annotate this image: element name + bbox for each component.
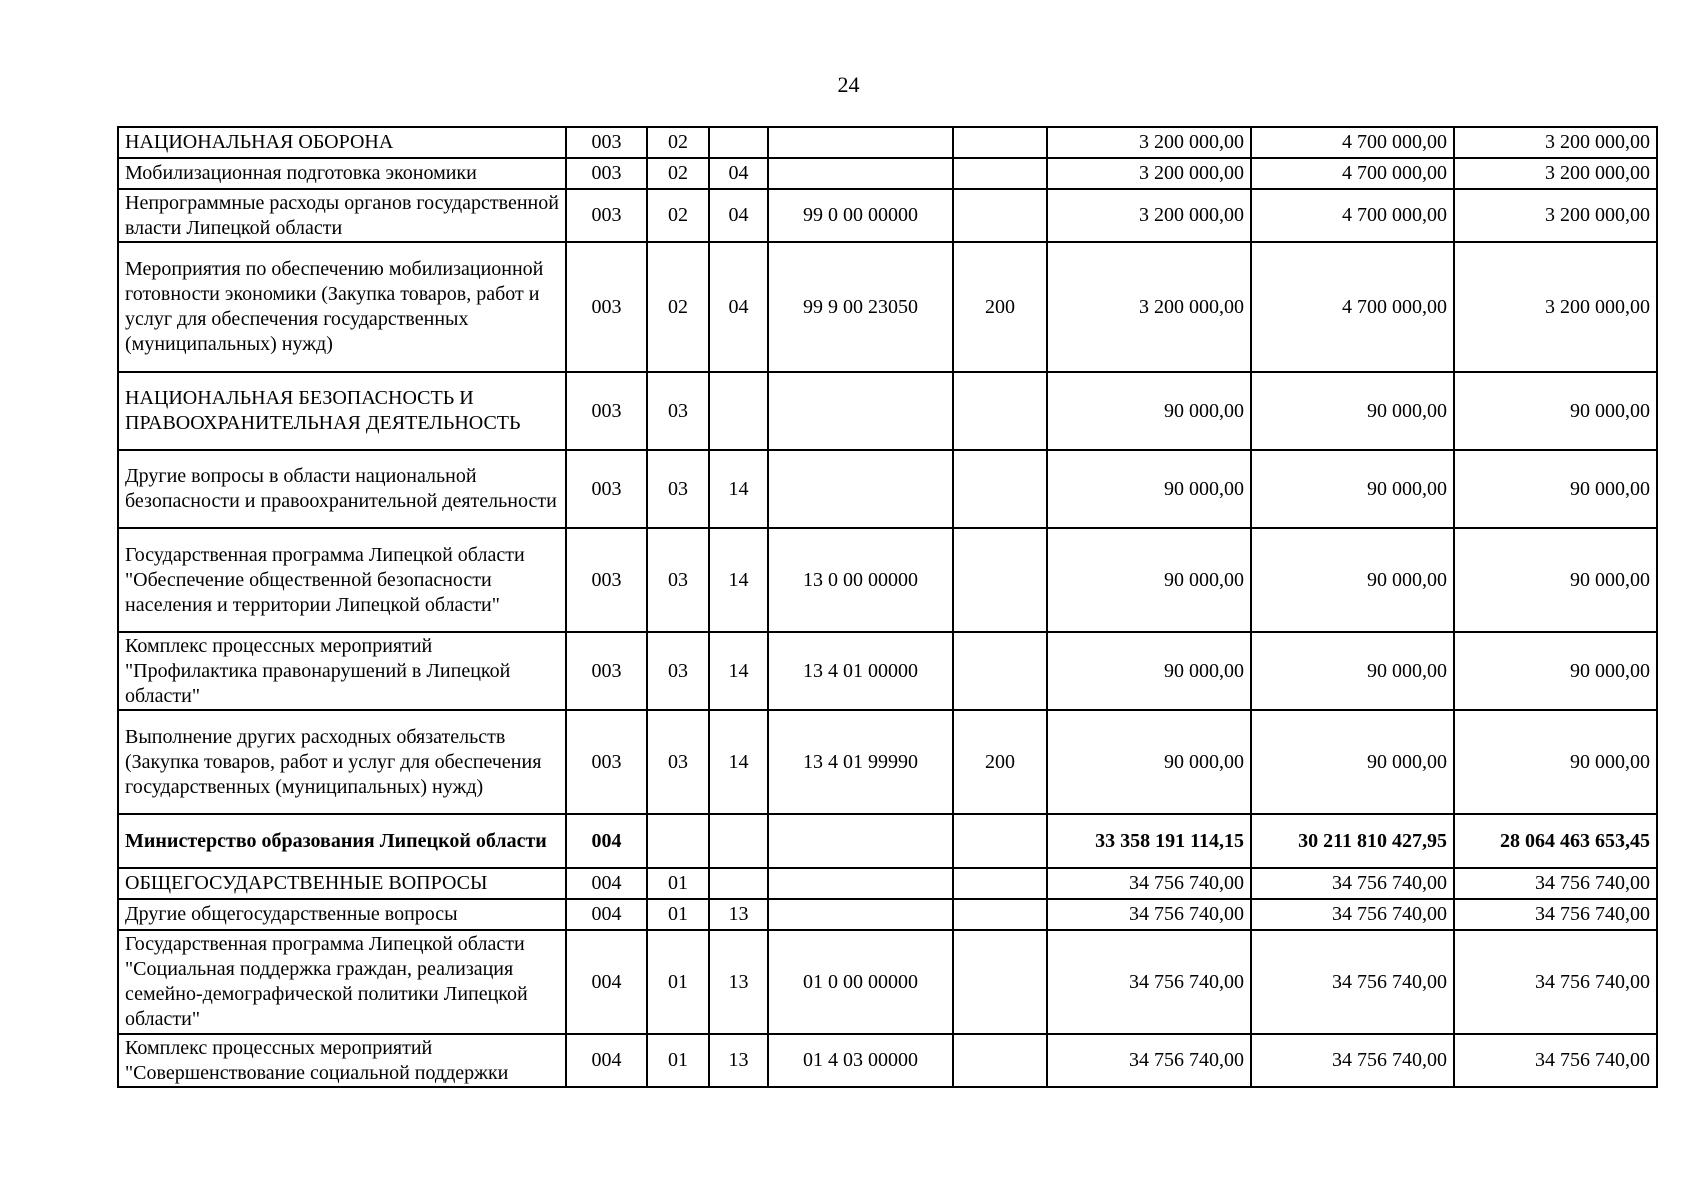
row-amount-year1-cell: 90 000,00 xyxy=(1047,710,1251,814)
row-amount-year1-cell: 3 200 000,00 xyxy=(1047,127,1251,158)
table-row xyxy=(118,899,1657,930)
row-amount-year3-cell: 34 756 740,00 xyxy=(1454,899,1657,930)
row-subsection-code-cell: 04 xyxy=(709,158,768,189)
table-row xyxy=(118,1034,1657,1087)
row-section-code-cell: 03 xyxy=(647,450,709,528)
row-subsection-code-cell: 14 xyxy=(709,710,768,814)
row-target-article-cell: 13 4 01 00000 xyxy=(768,632,953,710)
row-amount-year2-cell: 34 756 740,00 xyxy=(1251,899,1454,930)
row-ministry-code-cell: 004 xyxy=(566,899,647,930)
row-name-cell: НАЦИОНАЛЬНАЯ БЕЗОПАСНОСТЬ И ПРАВООХРАНИТЕЛЬНАЯ ДЕЯТЕЛЬНОСТЬ xyxy=(118,372,566,450)
row-expense-type-cell xyxy=(953,930,1047,1034)
row-amount-year3-cell: 3 200 000,00 xyxy=(1454,127,1657,158)
row-section-code-cell: 02 xyxy=(647,242,709,372)
row-section-code-cell xyxy=(647,814,709,868)
row-amount-year3-cell: 34 756 740,00 xyxy=(1454,1034,1657,1087)
row-amount-year2-cell: 90 000,00 xyxy=(1251,632,1454,710)
budget-table xyxy=(117,126,1658,1088)
row-ministry-code-cell: 003 xyxy=(566,189,647,242)
row-amount-year2-cell: 30 211 810 427,95 xyxy=(1251,814,1454,868)
row-name-cell: Комплекс процессных мероприятий "Профилактика правонарушений в Липецкой области" xyxy=(118,632,566,710)
row-ministry-code-cell: 003 xyxy=(566,158,647,189)
row-expense-type-cell xyxy=(953,632,1047,710)
row-target-article-cell: 99 9 00 23050 xyxy=(768,242,953,372)
row-amount-year3-cell: 90 000,00 xyxy=(1454,632,1657,710)
row-target-article-cell: 13 4 01 99990 xyxy=(768,710,953,814)
row-amount-year2-cell: 90 000,00 xyxy=(1251,372,1454,450)
row-name-cell: Комплекс процессных мероприятий "Совершенствование социальной поддержки xyxy=(118,1034,566,1087)
row-subsection-code-cell: 04 xyxy=(709,242,768,372)
row-section-code-cell: 03 xyxy=(647,632,709,710)
table-row xyxy=(118,528,1657,632)
row-amount-year1-cell: 90 000,00 xyxy=(1047,450,1251,528)
row-name-cell: Мобилизационная подготовка экономики xyxy=(118,158,566,189)
row-amount-year3-cell: 34 756 740,00 xyxy=(1454,930,1657,1034)
table-row xyxy=(118,868,1657,899)
row-section-code-cell: 01 xyxy=(647,1034,709,1087)
row-ministry-code-cell: 003 xyxy=(566,632,647,710)
row-target-article-cell: 01 0 00 00000 xyxy=(768,930,953,1034)
row-target-article-cell xyxy=(768,868,953,899)
row-subsection-code-cell: 13 xyxy=(709,1034,768,1087)
row-amount-year1-cell: 34 756 740,00 xyxy=(1047,1034,1251,1087)
row-amount-year1-cell: 90 000,00 xyxy=(1047,528,1251,632)
row-amount-year1-cell: 90 000,00 xyxy=(1047,372,1251,450)
row-ministry-code-cell: 003 xyxy=(566,528,647,632)
row-name-cell: Государственная программа Липецкой области "Социальная поддержка граждан, реализация семейно-демографической политики Липецкой области" xyxy=(118,930,566,1034)
row-amount-year1-cell: 3 200 000,00 xyxy=(1047,158,1251,189)
row-amount-year3-cell: 90 000,00 xyxy=(1454,710,1657,814)
row-expense-type-cell xyxy=(953,189,1047,242)
row-target-article-cell xyxy=(768,158,953,189)
row-expense-type-cell xyxy=(953,450,1047,528)
row-name-cell: Мероприятия по обеспечению мобилизационной готовности экономики (Закупка товаров, работ и услуг для обеспечения государственных (муниципальных) нужд) xyxy=(118,242,566,372)
row-target-article-cell xyxy=(768,372,953,450)
row-amount-year2-cell: 34 756 740,00 xyxy=(1251,1034,1454,1087)
row-amount-year1-cell: 34 756 740,00 xyxy=(1047,899,1251,930)
row-ministry-code-cell: 003 xyxy=(566,450,647,528)
row-target-article-cell xyxy=(768,127,953,158)
row-amount-year2-cell: 34 756 740,00 xyxy=(1251,868,1454,899)
row-amount-year3-cell: 3 200 000,00 xyxy=(1454,189,1657,242)
row-expense-type-cell: 200 xyxy=(953,242,1047,372)
row-expense-type-cell xyxy=(953,372,1047,450)
row-amount-year2-cell: 90 000,00 xyxy=(1251,710,1454,814)
row-amount-year3-cell: 3 200 000,00 xyxy=(1454,158,1657,189)
row-section-code-cell: 02 xyxy=(647,158,709,189)
row-amount-year2-cell: 4 700 000,00 xyxy=(1251,158,1454,189)
row-amount-year2-cell: 90 000,00 xyxy=(1251,528,1454,632)
row-target-article-cell: 01 4 03 00000 xyxy=(768,1034,953,1087)
row-amount-year1-cell: 33 358 191 114,15 xyxy=(1047,814,1251,868)
row-name-cell: Непрограммные расходы органов государственной власти Липецкой области xyxy=(118,189,566,242)
row-amount-year3-cell: 90 000,00 xyxy=(1454,528,1657,632)
page-number: 24 xyxy=(837,72,860,97)
row-expense-type-cell xyxy=(953,127,1047,158)
row-section-code-cell: 02 xyxy=(647,127,709,158)
row-section-code-cell: 01 xyxy=(647,868,709,899)
row-expense-type-cell xyxy=(953,1034,1047,1087)
table-row xyxy=(118,930,1657,1034)
table-body xyxy=(118,127,1657,1087)
row-subsection-code-cell: 14 xyxy=(709,528,768,632)
row-subsection-code-cell: 13 xyxy=(709,930,768,1034)
table-row xyxy=(118,450,1657,528)
row-amount-year3-cell: 34 756 740,00 xyxy=(1454,868,1657,899)
row-expense-type-cell xyxy=(953,528,1047,632)
row-target-article-cell: 99 0 00 00000 xyxy=(768,189,953,242)
table-row xyxy=(118,372,1657,450)
row-amount-year3-cell: 90 000,00 xyxy=(1454,450,1657,528)
table-row xyxy=(118,189,1657,242)
row-amount-year1-cell: 3 200 000,00 xyxy=(1047,242,1251,372)
row-subsection-code-cell xyxy=(709,868,768,899)
row-target-article-cell: 13 0 00 00000 xyxy=(768,528,953,632)
row-target-article-cell xyxy=(768,814,953,868)
row-ministry-code-cell: 004 xyxy=(566,930,647,1034)
table-row xyxy=(118,814,1657,868)
table-row xyxy=(118,632,1657,710)
row-target-article-cell xyxy=(768,450,953,528)
row-expense-type-cell xyxy=(953,868,1047,899)
row-subsection-code-cell: 14 xyxy=(709,450,768,528)
row-section-code-cell: 03 xyxy=(647,528,709,632)
row-amount-year2-cell: 4 700 000,00 xyxy=(1251,242,1454,372)
row-subsection-code-cell xyxy=(709,127,768,158)
row-expense-type-cell: 200 xyxy=(953,710,1047,814)
row-section-code-cell: 03 xyxy=(647,372,709,450)
row-name-cell: Другие вопросы в области национальной безопасности и правоохранительной деятельности xyxy=(118,450,566,528)
row-amount-year1-cell: 34 756 740,00 xyxy=(1047,930,1251,1034)
row-amount-year2-cell: 34 756 740,00 xyxy=(1251,930,1454,1034)
row-ministry-code-cell: 003 xyxy=(566,242,647,372)
row-name-cell: Министерство образования Липецкой области xyxy=(118,814,566,868)
table-row xyxy=(118,242,1657,372)
row-section-code-cell: 01 xyxy=(647,899,709,930)
row-expense-type-cell xyxy=(953,158,1047,189)
row-amount-year1-cell: 90 000,00 xyxy=(1047,632,1251,710)
table-row xyxy=(118,127,1657,158)
row-amount-year2-cell: 4 700 000,00 xyxy=(1251,189,1454,242)
row-section-code-cell: 02 xyxy=(647,189,709,242)
row-subsection-code-cell xyxy=(709,814,768,868)
row-amount-year1-cell: 34 756 740,00 xyxy=(1047,868,1251,899)
row-expense-type-cell xyxy=(953,814,1047,868)
row-ministry-code-cell: 004 xyxy=(566,814,647,868)
row-expense-type-cell xyxy=(953,899,1047,930)
row-name-cell: Выполнение других расходных обязательств (Закупка товаров, работ и услуг для обеспечения государственных (муниципальных) нужд) xyxy=(118,710,566,814)
row-ministry-code-cell: 003 xyxy=(566,372,647,450)
row-name-cell: Другие общегосударственные вопросы xyxy=(118,899,566,930)
row-ministry-code-cell: 004 xyxy=(566,1034,647,1087)
row-name-cell: Государственная программа Липецкой области "Обеспечение общественной безопасности населения и территории Липецкой области" xyxy=(118,528,566,632)
row-subsection-code-cell: 04 xyxy=(709,189,768,242)
row-name-cell: ОБЩЕГОСУДАРСТВЕННЫЕ ВОПРОСЫ xyxy=(118,868,566,899)
row-amount-year2-cell: 4 700 000,00 xyxy=(1251,127,1454,158)
row-amount-year3-cell: 3 200 000,00 xyxy=(1454,242,1657,372)
row-subsection-code-cell: 14 xyxy=(709,632,768,710)
row-subsection-code-cell xyxy=(709,372,768,450)
row-subsection-code-cell: 13 xyxy=(709,899,768,930)
table-row xyxy=(118,158,1657,189)
row-section-code-cell: 03 xyxy=(647,710,709,814)
table-row xyxy=(118,710,1657,814)
row-section-code-cell: 01 xyxy=(647,930,709,1034)
row-ministry-code-cell: 003 xyxy=(566,710,647,814)
row-target-article-cell xyxy=(768,899,953,930)
row-amount-year3-cell: 90 000,00 xyxy=(1454,372,1657,450)
row-ministry-code-cell: 003 xyxy=(566,127,647,158)
row-amount-year1-cell: 3 200 000,00 xyxy=(1047,189,1251,242)
row-name-cell: НАЦИОНАЛЬНАЯ ОБОРОНА xyxy=(118,127,566,158)
row-ministry-code-cell: 004 xyxy=(566,868,647,899)
row-amount-year2-cell: 90 000,00 xyxy=(1251,450,1454,528)
row-amount-year3-cell: 28 064 463 653,45 xyxy=(1454,814,1657,868)
